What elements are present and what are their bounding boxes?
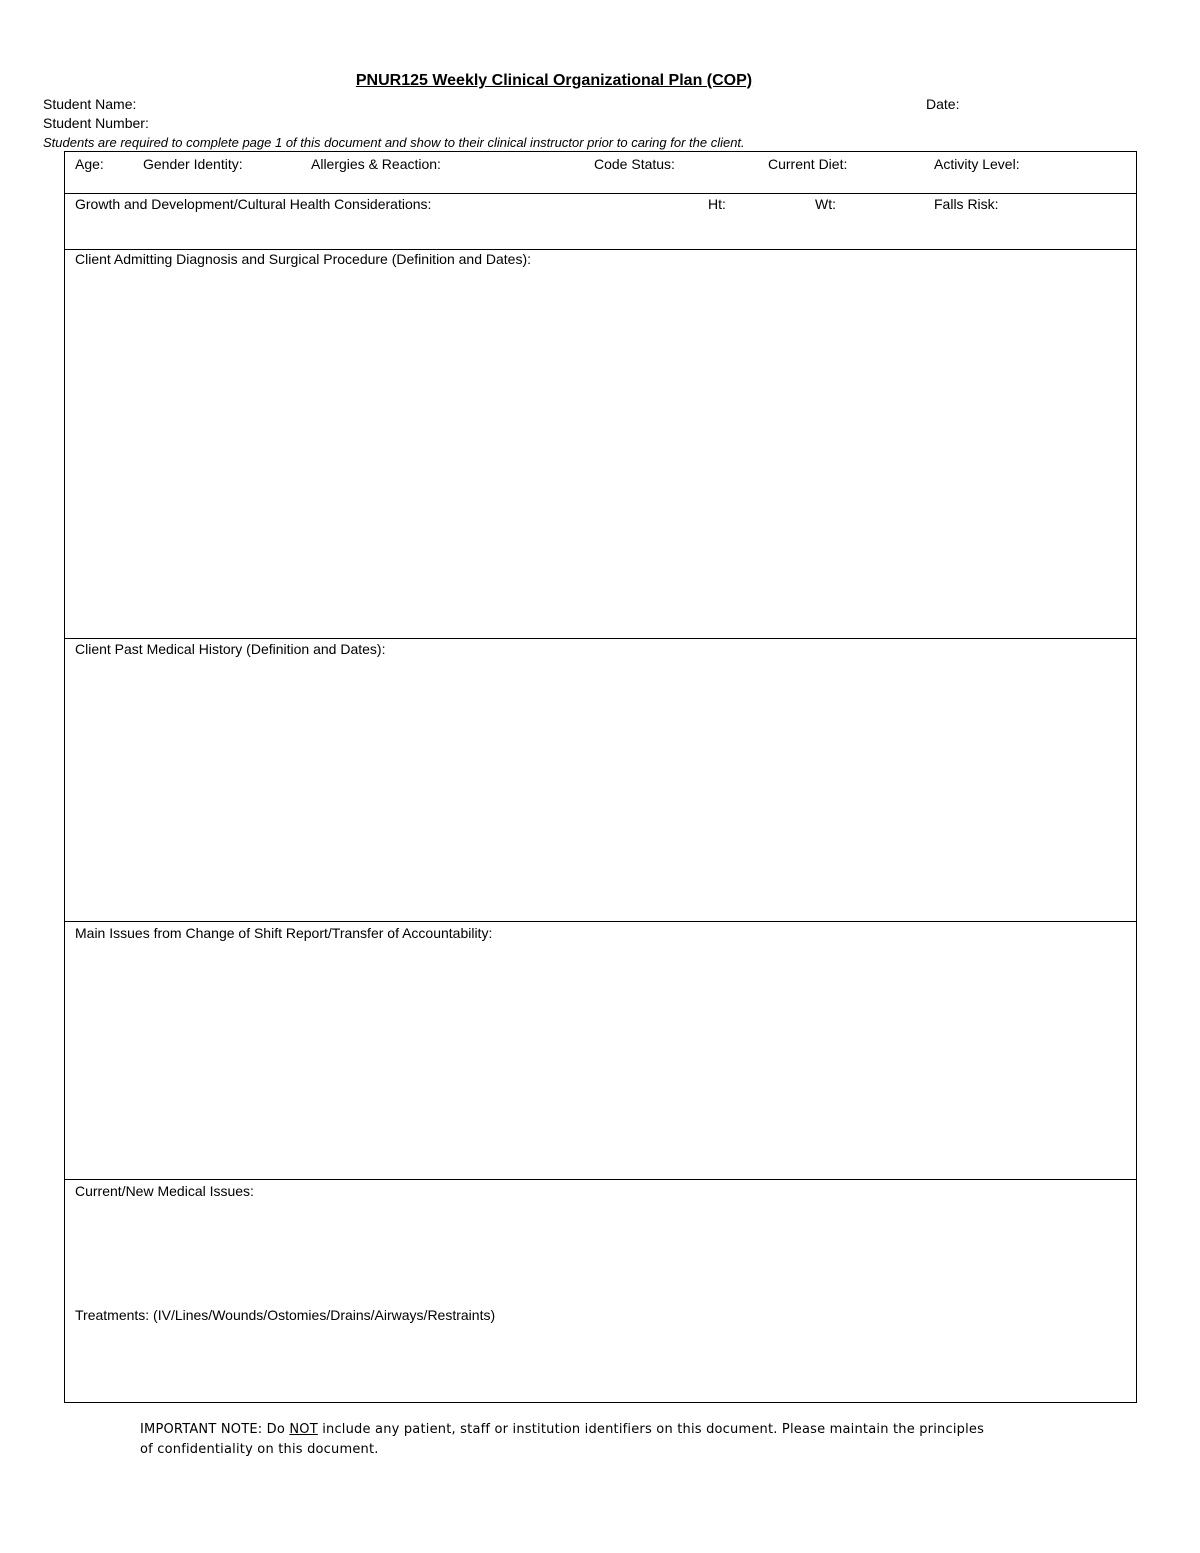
student-number-label: Student Number: xyxy=(43,115,149,131)
falls-risk-label: Falls Risk: xyxy=(934,196,999,212)
treatments-label: Treatments: (IV/Lines/Wounds/Ostomies/Drains/Airways/Restraints) xyxy=(75,1307,496,1323)
weight-label: Wt: xyxy=(815,196,836,212)
main-issues-label: Main Issues from Change of Shift Report/Transfer of Accountability: xyxy=(75,925,493,941)
past-medical-history-label: Client Past Medical History (Definition and Dates): xyxy=(75,641,386,657)
row-divider xyxy=(65,1179,1136,1180)
allergies-label: Allergies & Reaction: xyxy=(311,156,441,172)
current-diet-label: Current Diet: xyxy=(768,156,848,172)
date-label: Date: xyxy=(926,96,960,112)
current-medical-issues-label: Current/New Medical Issues: xyxy=(75,1183,254,1199)
code-status-label: Code Status: xyxy=(594,156,675,172)
admitting-diagnosis-label: Client Admitting Diagnosis and Surgical Procedure (Definition and Dates): xyxy=(75,251,532,267)
instruction-note: Students are required to complete page 1 of this document and show to their clinical instructor prior to caring for the client. xyxy=(43,135,745,150)
gender-identity-label: Gender Identity: xyxy=(143,156,243,172)
important-note-prefix: IMPORTANT NOTE: Do xyxy=(140,1422,290,1437)
activity-level-label: Activity Level: xyxy=(934,156,1020,172)
important-note-suffix: include any patient, staff or institution identifiers on this document. Please maintain the principles of confidentiality on this document. xyxy=(140,1422,985,1457)
row-divider xyxy=(65,921,1136,922)
important-note-emphasis: NOT xyxy=(289,1422,318,1437)
growth-development-label: Growth and Development/Cultural Health Considerations: xyxy=(75,196,432,212)
height-label: Ht: xyxy=(708,196,726,212)
age-label: Age: xyxy=(75,156,104,172)
row-divider xyxy=(65,638,1136,639)
row-divider xyxy=(65,249,1136,250)
student-name-label: Student Name: xyxy=(43,96,137,112)
important-note xyxy=(140,1420,1000,1460)
row-divider xyxy=(65,193,1136,194)
clinical-form xyxy=(64,151,1137,1403)
page-title: PNUR125 Weekly Clinical Organizational Plan (COP) xyxy=(355,72,753,89)
